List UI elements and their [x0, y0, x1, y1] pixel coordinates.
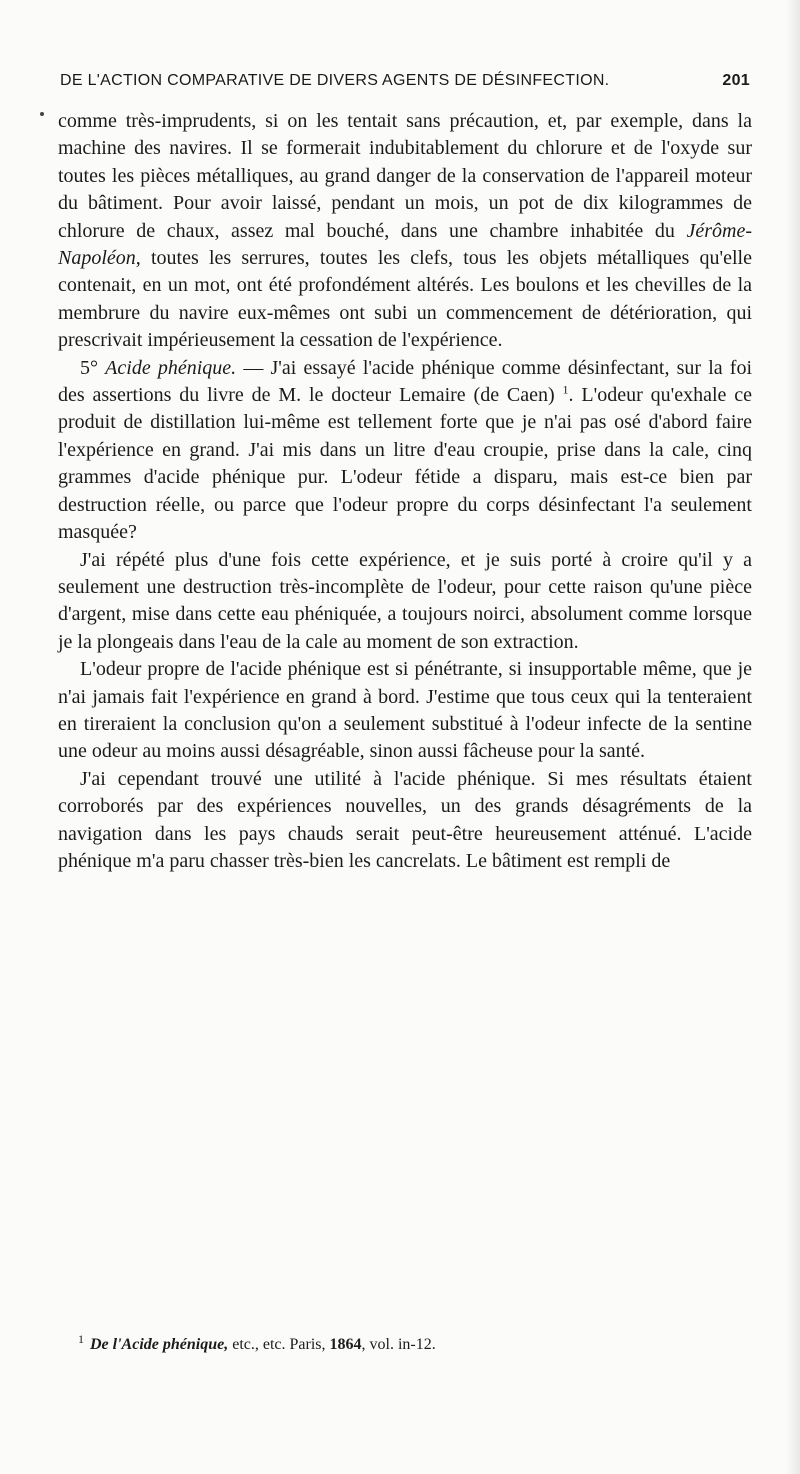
footnote-marker: 1 [78, 1331, 84, 1346]
paragraph-2 [58, 355, 752, 547]
footnote-format: , vol. in-12. [361, 1336, 436, 1353]
paragraph-2-continuation: . L'odeur qu'exhale ce produit de distillation lui-même est tellement forte que je n'ai pas osé d'abord faire l'expérience en grand. J'ai mis dans un litre d'eau croupie, prise dans la cale, cinq grammes d'acide phénique pur. L'odeur fétide a disparu, mais est-ce bien par destruction réelle, ou parce que l'odeur propre du corps désinfectant l'a seulement masquée? [58, 384, 753, 544]
paragraph-1-text: comme très-imprudents, si on les tentait sans précaution, et, par exemple, dans la machine des navires. Il se formerait indubitablement du chlorure et de l'oxyde sur toutes les pièces métalliques, au grand danger de la conservation de l'appareil moteur du bâtiment. Pour avoir laissé, pendant un mois, un pot de dix kilogrammes de chlorure de chaux, assez mal bouché, dans une chambre inhabitée du [58, 110, 752, 242]
section-heading: Acide phénique. [105, 356, 237, 379]
paragraph-4: L'odeur propre de l'acide phénique est si pénétrante, si insupportable même, que je n'ai jamais fait l'expérience en grand à bord. J'estime que tous ceux qui la tenteraient en tireraient la conclusion qu'on a seulement substitué à l'odeur infecte de la sentine une odeur au moins aussi désagréable, sinon aussi fâcheuse pour la santé. [58, 658, 752, 763]
paragraph-1-continuation: , toutes les serrures, toutes les clefs, tous les objets métalliques qu'elle contenait, en un mot, ont été profondément altérés. Les boulons et les chevilles de la membrure du navire eux-mêmes ont subi un commencement de détérioration, qui prescrivait impérieusement la cessation de l'expérience. [58, 247, 752, 352]
page-number: 201 [722, 72, 750, 89]
footnote-year: 1864 [329, 1336, 362, 1353]
footnote-work-title: De l'Acide phénique, [90, 1336, 229, 1353]
footnote-reference: 1 [562, 382, 569, 397]
paragraph-3: J'ai répété plus d'une fois cette expérience, et je suis porté à croire qu'il y a seulement une destruction très-incomplète de l'odeur, pour cette raison qu'une pièce d'argent, mise dans cette eau phéniquée, a toujours noirci, absolument comme lorsque je la plongeais dans l'eau de la cale au moment de son extraction. [58, 548, 752, 653]
paragraph-2-text: — J'ai essayé l'acide phénique comme désinfectant, sur la foi des assertions du livre de M. le docteur Lemaire (de Caen) [58, 356, 753, 407]
paragraph-1 [58, 108, 752, 355]
body-text [58, 108, 752, 875]
footnote [78, 1331, 758, 1354]
paragraph-5: J'ai cependant trouvé une utilité à l'acide phénique. Si mes résultats étaient corroborés par des expériences nouvelles, un des grands désagréments de la navigation dans les pays chauds serait peut-être heureusement atténué. L'acide phénique m'a paru chasser très-bien les cancrelats. Le bâtiment est rempli de [58, 767, 752, 872]
page-edge-shadow [786, 0, 800, 1474]
running-header [60, 72, 750, 102]
section-number: 5° [80, 356, 98, 379]
footnote-details: etc., etc. Paris, [228, 1336, 330, 1353]
running-title: DE L'ACTION COMPARATIVE DE DIVERS AGENTS DE DÉSINFECTION. [60, 72, 610, 89]
ship-name: Jérôme-Napoléon [58, 219, 752, 270]
margin-speck [40, 112, 44, 116]
